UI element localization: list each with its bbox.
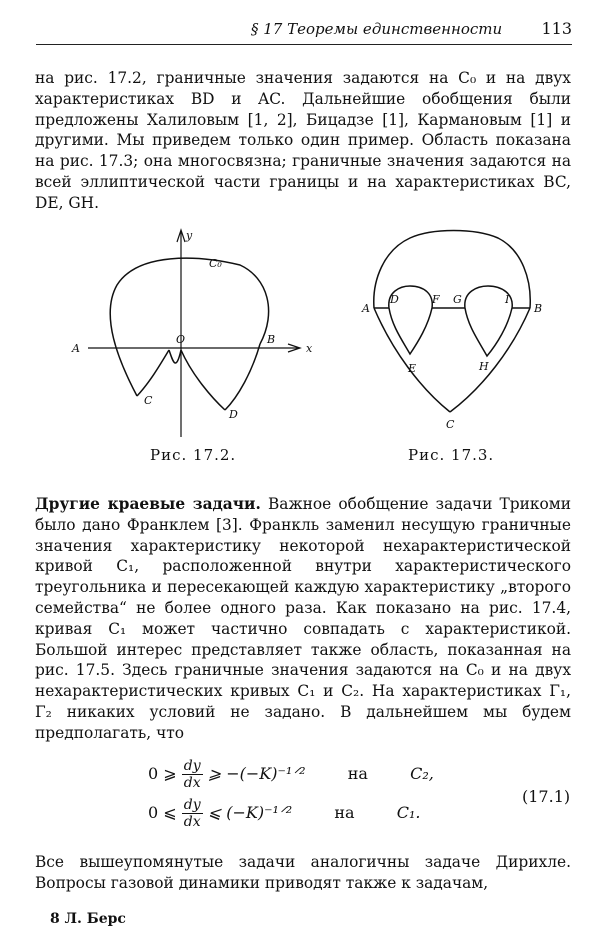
- paragraph-other-boundary-problems: [35, 494, 571, 744]
- equation-number: (17.1): [522, 787, 571, 806]
- figure-17-3: [374, 231, 530, 413]
- section-run-in-heading: Другие краевые задачи.: [35, 495, 261, 513]
- label-f: F: [432, 293, 440, 306]
- cusp-left-arc: [169, 350, 181, 363]
- label-c: C: [446, 418, 455, 431]
- characteristic-ac: [374, 308, 450, 412]
- equation-line-2: 0 ⩽ $\frac{dy}{dx}$ ⩽ (−K)⁻¹ᐟ² на C₁.: [148, 797, 421, 830]
- label-c: C: [144, 394, 153, 407]
- label-o: O: [176, 333, 186, 346]
- figure-17-3-caption: Рис. 17.3.: [408, 446, 495, 464]
- label-y: y: [186, 229, 193, 242]
- equation-line-1: 0 ⩾ $\frac{dy}{dx}$ ⩾ −(−K)⁻¹ᐟ² на C₂,: [148, 758, 434, 791]
- paragraph-closing: Все вышеупомянутые задачи аналогичны задаче Дирихле. Вопросы газовой динамики приводят также к задачам,: [35, 853, 571, 892]
- characteristic-od: [181, 350, 225, 410]
- figure-17-2-caption: Рис. 17.2.: [150, 446, 237, 464]
- label-g: G: [453, 293, 462, 306]
- label-a: A: [362, 302, 370, 315]
- label-x: x: [306, 342, 313, 355]
- label-e: E: [408, 362, 417, 375]
- page-number: 113: [541, 19, 572, 38]
- label-i: I: [505, 293, 510, 306]
- label-b: B: [534, 302, 543, 315]
- label-a: A: [72, 342, 80, 355]
- characteristic-bd: [225, 344, 260, 410]
- characteristic-bc: [450, 308, 530, 412]
- label-b: B: [267, 333, 276, 346]
- label-d: D: [229, 408, 238, 421]
- paragraph-intro: на рис. 17.2, граничные значения задаются на C₀ и на двух характеристиках BD и AC. Дальнейшие обобщения были предложены Халиловым [1, 2], Бицадзе [1], Кармановым [1] и другими. Мы приведем только один пример. Область показана на рис. 17.3; она многосвязна; граничные значения задаются на всей эллиптической части границы и на характеристиках BC, DE, GH.: [35, 69, 571, 212]
- characteristic-ac: [137, 350, 169, 396]
- label-c0: C₀: [209, 257, 222, 270]
- running-header-title: § 17 Теоремы единственности: [251, 20, 503, 38]
- label-h: H: [479, 360, 489, 373]
- label-d: D: [390, 293, 399, 306]
- page-footer-signature: 8 Л. Берс: [50, 911, 126, 927]
- paragraph-body: Важное обобщение задачи Трикоми было дано Франклем [3]. Франкль заменил несущую граничные значения характеристику некоторой нехарактеристической кривой C₁, расположенной внутри характеристического треугольника и пересекающей каждую характеристику „второго семейства“ не более одного раза. Как показано на рис. 17.4, кривая C₁ может частично совпадать с характеристикой. Большой интерес представляет также область, показанная на рис. 17.5. Здесь граничные значения задаются на C₀ и на двух нехарактеристических кривых C₁ и C₂. На характеристиках Γ₁, Γ₂ никаких условий не задано. В дальнейшем мы будем предполагать, что: [35, 495, 571, 742]
- elliptic-boundary-c0: [110, 258, 268, 396]
- fraction-dy-dx: $\frac{dy}{dx}$: [183, 797, 201, 830]
- fraction-dy-dx: $\frac{dy}{dx}$: [183, 758, 201, 791]
